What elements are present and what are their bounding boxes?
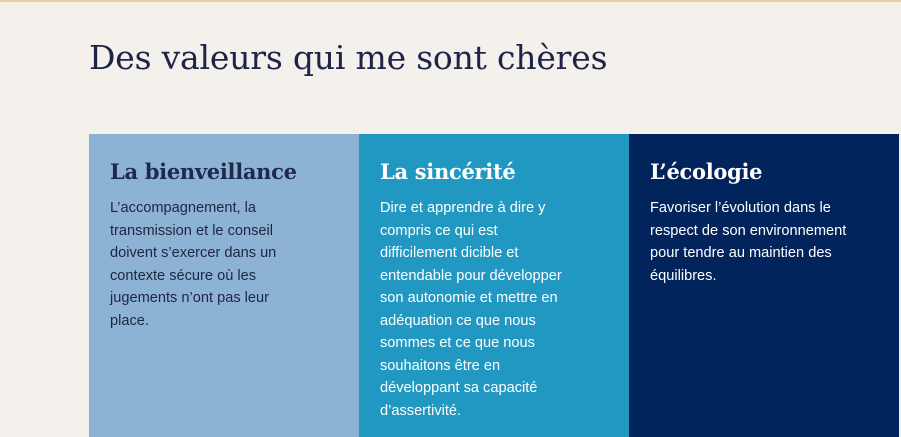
value-card-bienveillance [89,134,359,437]
card-description: Dire et apprendre à dire y compris ce qui est difficilement dicible et entendable pour développer son autonomie et mettre en adéquation ce que nous sommes et ce que nous souhaitons être en développant sa capacité d’assertivité. [380,200,562,419]
card-title: La sincérité [380,159,516,184]
card-title: La bienveillance [110,159,297,184]
value-cards [89,134,899,437]
card-title: L’écologie [650,159,763,184]
value-card-ecologie [629,134,899,437]
value-card-sincerite [359,134,629,437]
card-description: L’accompagnement, la transmission et le conseil doivent s’exercer dans un contexte sécure où les jugements n’ont pas leur place. [110,200,277,329]
card-description: Favoriser l’évolution dans le respect de son environnement pour tendre au maintien des équilibres. [650,200,847,284]
section-title: Des valeurs qui me sont chères [89,38,608,77]
